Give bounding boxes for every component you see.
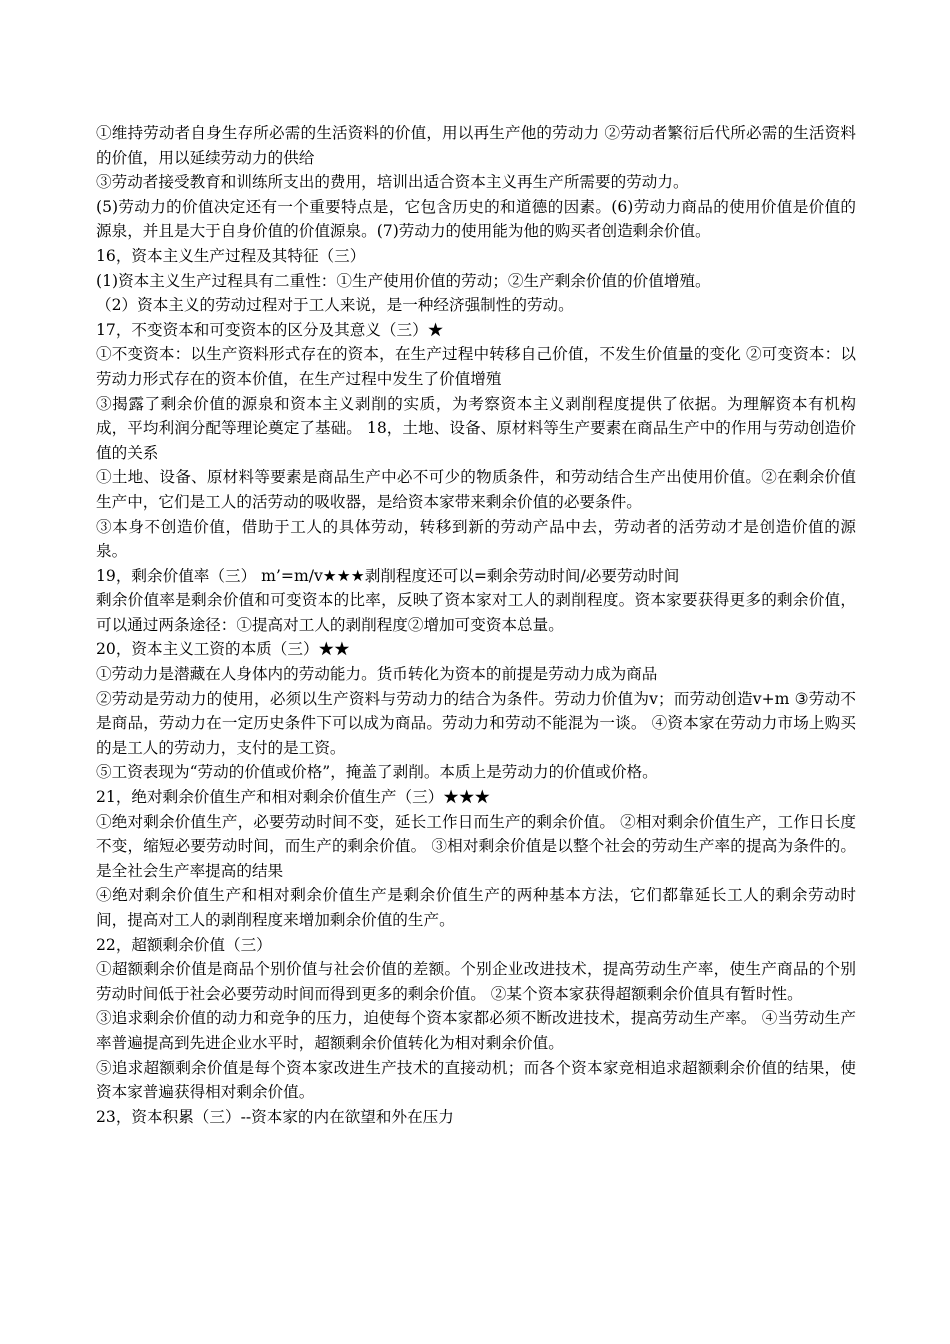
paragraph: (1)资本主义生产过程具有二重性：①生产使用价值的劳动；②生产剩余价值的价值增殖。 (96, 271, 711, 290)
paragraph: ①超额剩余价值是商品个别价值与社会价值的差额。个别企业改进技术，提高劳动生产率，使生产商品的个别劳动时间低于社会必要劳动时间而得到更多的剩余价值。 ②某个资本家获得超额剩余价值具有暂时性。 (96, 960, 856, 1003)
paragraph: ①绝对剩余价值生产，必要劳动时间不变，延长工作日而生产的剩余价值。 ②相对剩余价值生产，工作日长度不变，缩短必要劳动时间，而生产的剩余价值。 ③相对剩余价值是以整个社会的劳动生产率的提高为条件的。是全社会生产率提高的结果 (96, 812, 856, 880)
section-heading: 20，资本主义工资的本质（三）★★ (96, 640, 350, 659)
paragraph: ③本身不创造价值，借助于工人的具体劳动，转移到新的劳动产品中去，劳动者的活劳动才是创造价值的源泉。 (96, 517, 856, 561)
paragraph: ⑤工资表现为“劳动的价值或价格”，掩盖了剥削。本质上是劳动力的价值或价格。 (96, 763, 658, 782)
paragraph: ①维持劳动者自身生存所必需的生活资料的价值，用以再生产他的劳动力 ②劳动者繁衍后代所必需的生活资料的价值，用以延续劳动力的供给 (96, 124, 856, 167)
paragraph: (5)劳动力的价值决定还有一个重要特点是，它包含历史的和道德的因素。(6)劳动力商品的使用价值是价值的源泉，并且是大于自身价值的价值源泉。(7)劳动力的使用能为他的购买者创造剩余价值。 (96, 197, 856, 241)
paragraph: ②劳动是劳动力的使用，必须以生产资料与劳动力的结合为条件。劳动力价值为v；而劳动创造v+m ③劳动不是商品，劳动力在一定历史条件下可以成为商品。劳动力和劳动不能混为一谈。 ④资本家在劳动力市场上购买的是工人的劳动力，支付的是工资。 (96, 689, 856, 757)
paragraph: ③追求剩余价值的动力和竞争的压力，迫使每个资本家都必须不断改进技术，提高劳动生产率。 ④当劳动生产率普遍提高到先进企业水平时，超额剩余价值转化为相对剩余价值。 (96, 1009, 856, 1052)
section-heading: 23，资本积累（三）--资本家的内在欲望和外在压力 (96, 1107, 454, 1126)
document-page (96, 121, 856, 1129)
section-heading: 16，资本主义生产过程及其特征（三） (96, 246, 366, 265)
paragraph: ①劳动力是潜藏在人身体内的劳动能力。货币转化为资本的前提是劳动力成为商品 (96, 665, 658, 684)
paragraph: ③揭露了剩余价值的源泉和资本主义剥削的实质，为考察资本主义剥削程度提供了依据。为理解资本有机构成，平均利润分配等理论奠定了基础。 18，土地、设备、原材料等生产要素在商品生产中的作用与劳动创造价值的关系 (96, 394, 856, 462)
section-heading: 22，超额剩余价值（三） (96, 935, 272, 954)
section-heading: 17，不变资本和可变资本的区分及其意义（三）★ (96, 320, 444, 339)
paragraph: ①土地、设备、原材料等要素是商品生产中必不可少的物质条件，和劳动结合生产出使用价值。②在剩余价值生产中，它们是工人的活劳动的吸收器，是给资本家带来剩余价值的必要条件。 (96, 468, 856, 511)
paragraph: ①不变资本：以生产资料形式存在的资本，在生产过程中转移自己价值，不发生价值量的变化 ②可变资本：以劳动力形式存在的资本价值，在生产过程中发生了价值增殖 (96, 345, 856, 388)
paragraph: （2）资本主义的劳动过程对于工人来说，是一种经济强制性的劳动。 (96, 296, 574, 315)
paragraph: ⑤追求超额剩余价值是每个资本家改进生产技术的直接动机；而各个资本家竞相追求超额剩余价值的结果，使资本家普遍获得相对剩余价值。 (96, 1058, 856, 1102)
paragraph: ④绝对剩余价值生产和相对剩余价值生产是剩余价值生产的两种基本方法，它们都靠延长工人的剩余劳动时间，提高对工人的剥削程度来增加剩余价值的生产。 (96, 886, 856, 929)
paragraph: 剩余价值率是剩余价值和可变资本的比率，反映了资本家对工人的剥削程度。资本家要获得更多的剩余价值，可以通过两条途径：①提高对工人的剥削程度②增加可变资本总量。 (96, 591, 856, 634)
section-heading: 21，绝对剩余价值生产和相对剩余价值生产（三）★★★ (96, 788, 491, 807)
section-heading: 19，剩余价值率（三） m’=m/v★★★剥削程度还可以=剩余劳动时间/必要劳动时间 (96, 566, 680, 585)
paragraph: ③劳动者接受教育和训练所支出的费用，培训出适合资本主义再生产所需要的劳动力。 (96, 173, 689, 192)
